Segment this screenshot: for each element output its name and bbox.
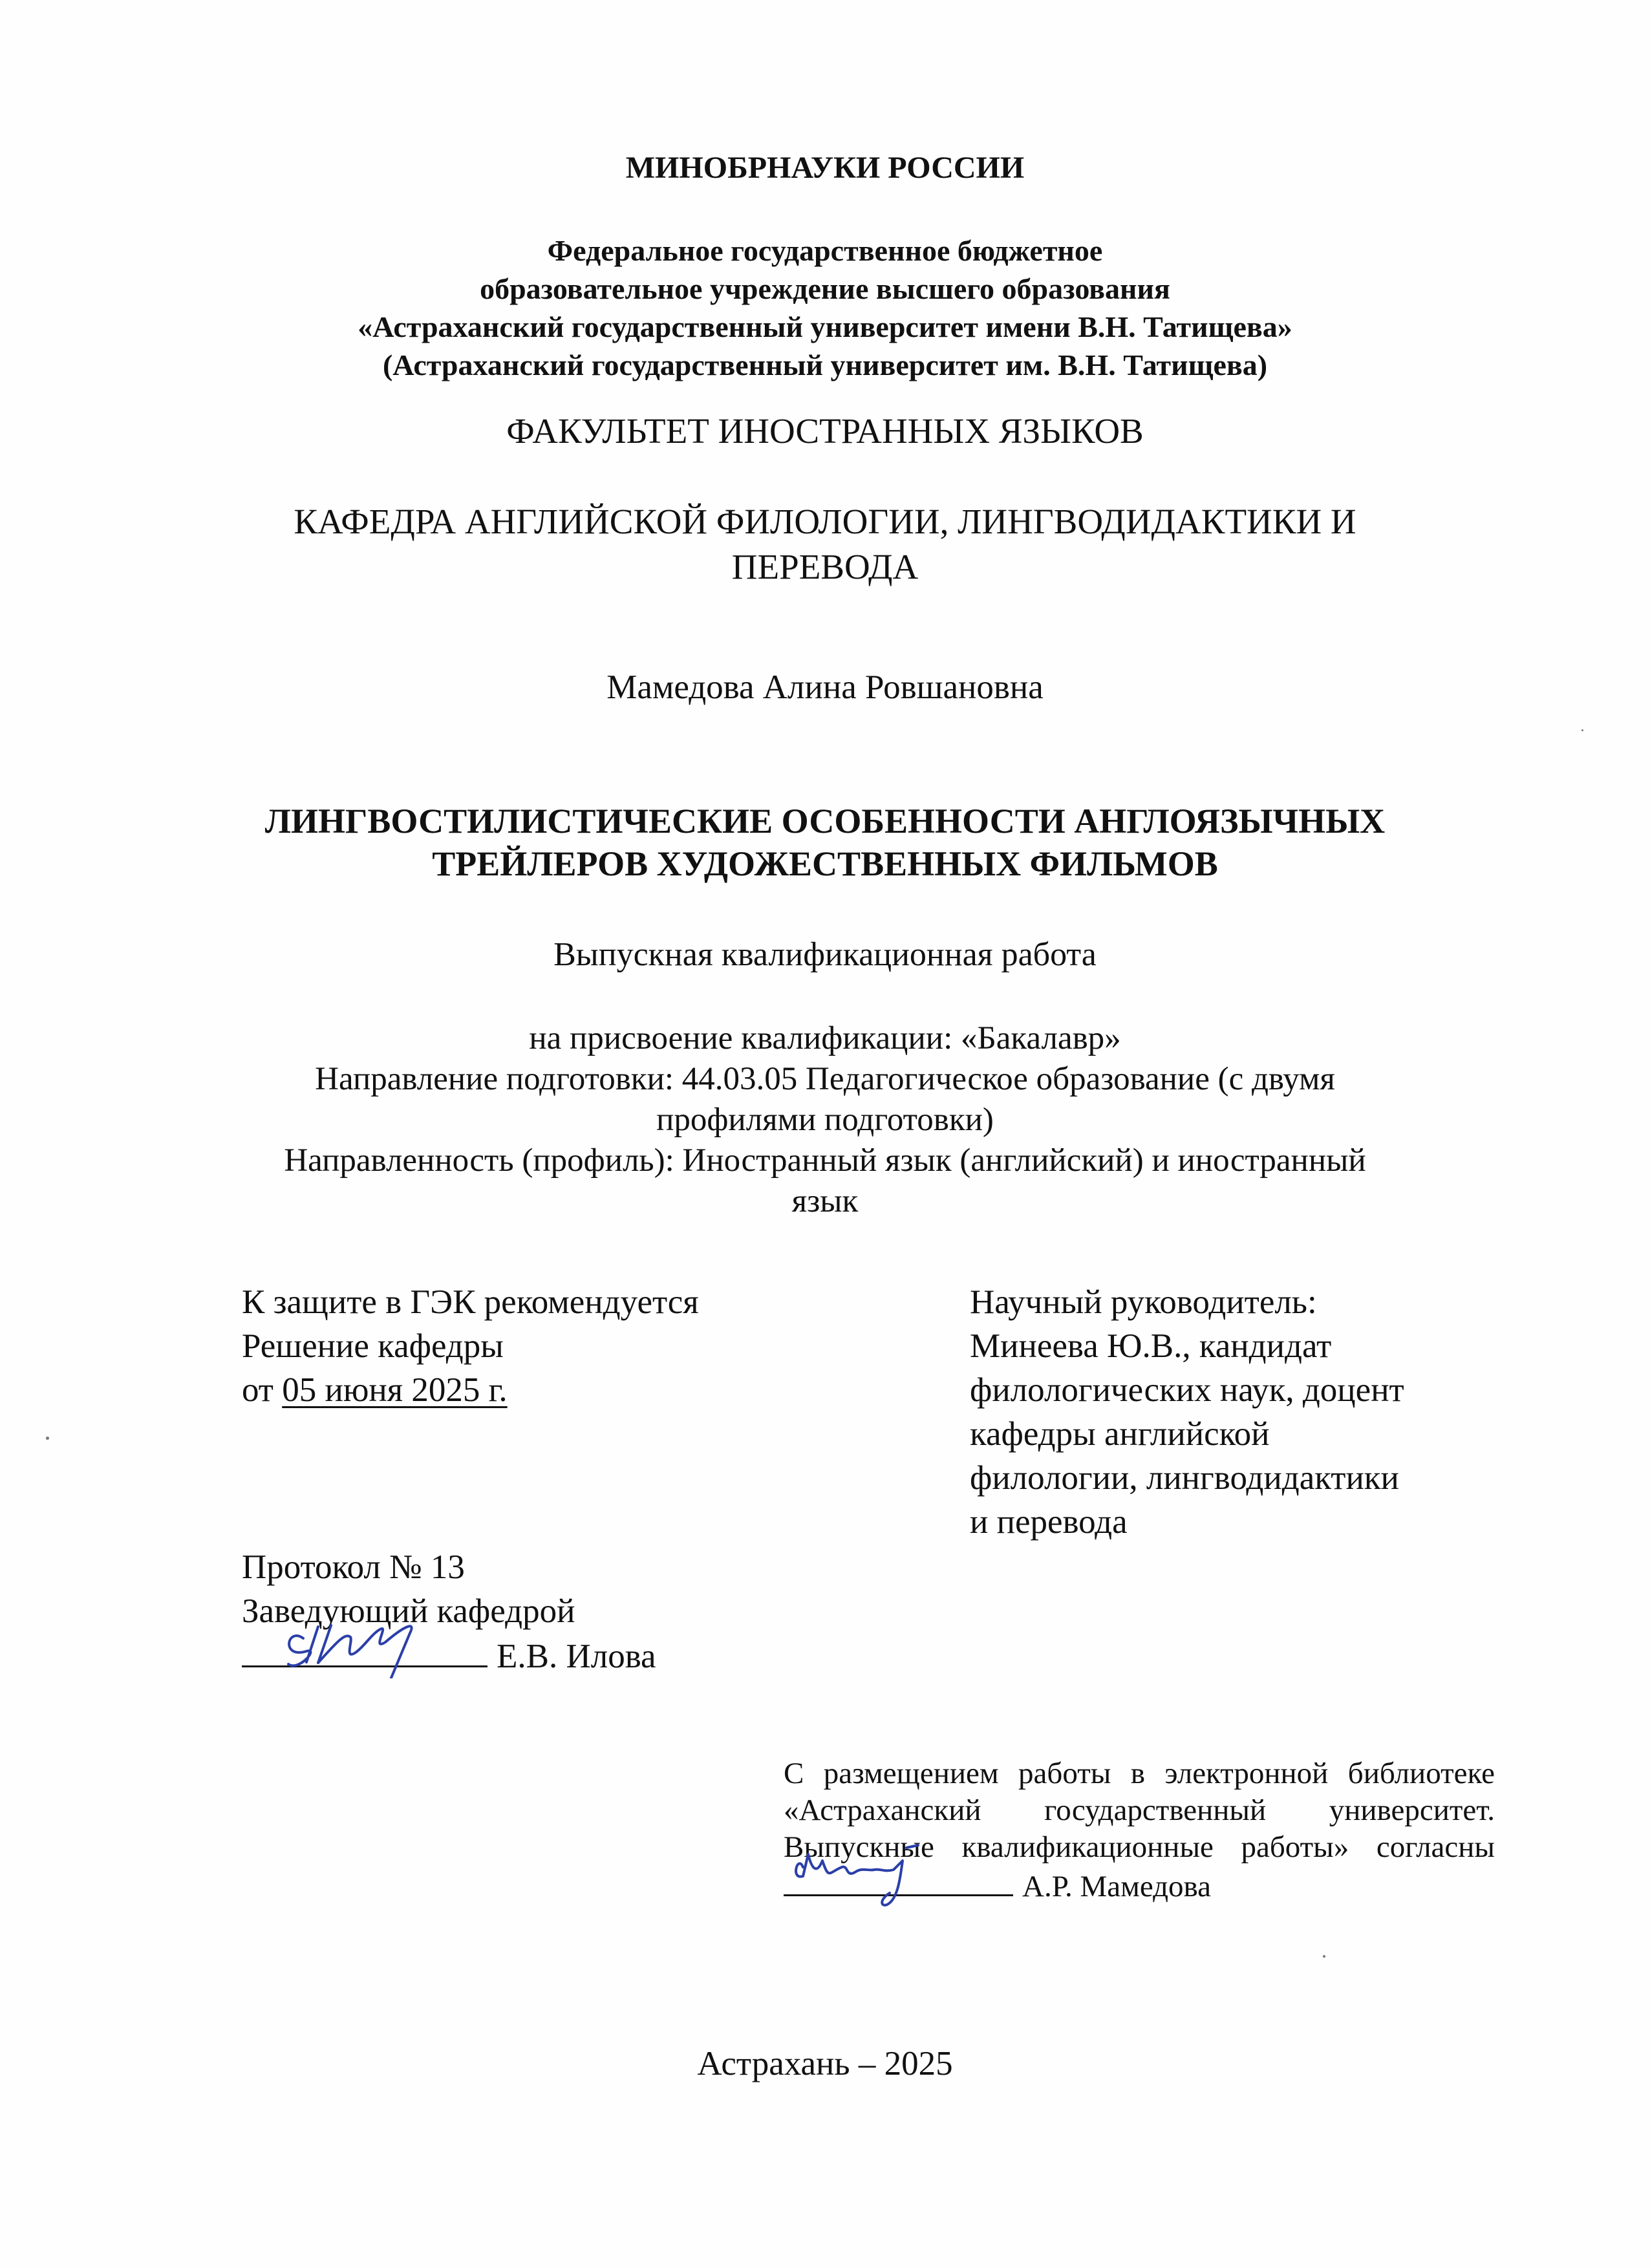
- consent-line: С размещением работы в электронной библиотеке: [784, 1757, 1495, 1790]
- organization-line: «Астраханский государственный университет имени В.Н. Татищева»: [358, 310, 1292, 343]
- scan-speck: [1581, 729, 1583, 731]
- qualification-block: [0, 1018, 1650, 1222]
- defense-line: К защите в ГЭК рекомендуется: [242, 1283, 699, 1321]
- head-signature: [242, 1633, 488, 1667]
- head-signature-line: [242, 1633, 656, 1678]
- department-line: ПЕРЕВОДА: [731, 547, 919, 586]
- qualification-line: на присвоение квалификации: «Бакалавр»: [529, 1020, 1121, 1056]
- supervisor-line: Минеева Ю.В., кандидат: [970, 1327, 1332, 1365]
- qualification-line: Направленность (профиль): Иностранный язык (английский) и иностранный: [284, 1142, 1366, 1179]
- city-year: Астрахань – 2025: [697, 2045, 953, 2082]
- supervisor-line: кафедры английской: [970, 1415, 1270, 1453]
- qualification-line: язык: [791, 1183, 859, 1219]
- author-name: Мамедова Алина Ровшановна: [606, 669, 1044, 706]
- scan-speck: [46, 1437, 49, 1440]
- consent-line: «Астраханский государственный университет.: [784, 1793, 1495, 1827]
- organization-block: [0, 231, 1650, 384]
- defense-date-line: [242, 1368, 699, 1412]
- scan-speck: [1323, 1955, 1325, 1958]
- supervisor-line: Научный руководитель:: [970, 1283, 1317, 1321]
- faculty-name: ФАКУЛЬТЕТ ИНОСТРАННЫХ ЯЗЫКОВ: [506, 411, 1144, 451]
- supervisor-block: [970, 1280, 1404, 1544]
- thesis-title-line: ЛИНГВОСТИЛИСТИЧЕСКИЕ ОСОБЕННОСТИ АНГЛОЯЗЫЧНЫХ: [264, 802, 1386, 840]
- qualification-line: профилями подготовки): [656, 1102, 994, 1138]
- supervisor-line: и перевода: [970, 1503, 1128, 1541]
- work-type: Выпускная квалификационная работа: [553, 936, 1097, 973]
- defense-date-prefix: от: [242, 1371, 283, 1409]
- department-line: КАФЕДРА АНГЛИЙСКОЙ ФИЛОЛОГИИ, ЛИНГВОДИДАКТИКИ И: [294, 502, 1356, 541]
- consent-line: Выпускные квалификационные работы» согласны: [784, 1830, 1495, 1864]
- defense-date: 05 июня 2025 г.: [282, 1371, 508, 1409]
- head-of-department-label: Заведующий кафедрой: [242, 1592, 575, 1630]
- department-name: [0, 499, 1650, 590]
- author-signer-name: А.Р. Мамедова: [1022, 1870, 1211, 1903]
- library-consent: [784, 1755, 1495, 1905]
- supervisor-line: филологических наук, доцент: [970, 1371, 1404, 1409]
- supervisor-line: филологии, лингводидактики: [970, 1459, 1399, 1497]
- author-signature-scribble: [784, 1841, 1013, 1912]
- consent-signature-line: [784, 1866, 1495, 1905]
- organization-line: образовательное учреждение высшего образования: [480, 272, 1170, 305]
- protocol-number: Протокол № 13: [242, 1548, 465, 1586]
- qualification-line: Направление подготовки: 44.03.05 Педагогическое образование (с двумя: [315, 1061, 1335, 1097]
- thesis-title: [0, 800, 1650, 885]
- defense-line: Решение кафедры: [242, 1327, 504, 1365]
- protocol-block: [242, 1545, 656, 1678]
- author-signature: [784, 1866, 1013, 1896]
- ministry-name: МИНОБРНАУКИ РОССИИ: [625, 151, 1025, 185]
- head-of-department-name: Е.В. Илова: [497, 1638, 656, 1675]
- defense-recommendation: [242, 1280, 699, 1412]
- organization-line: Федеральное государственное бюджетное: [547, 234, 1103, 267]
- thesis-title-line: ТРЕЙЛЕРОВ ХУДОЖЕСТВЕННЫХ ФИЛЬМОВ: [432, 844, 1218, 883]
- organization-line: (Астраханский государственный университет им. В.Н. Татищева): [382, 348, 1268, 381]
- head-signature-scribble: [242, 1601, 488, 1678]
